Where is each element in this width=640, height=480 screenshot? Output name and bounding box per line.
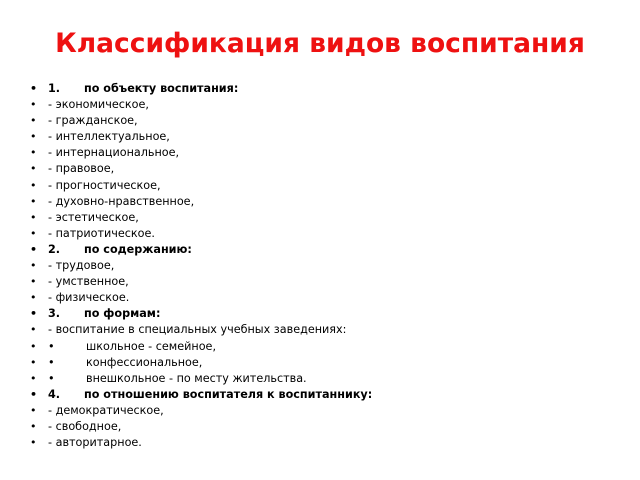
section-heading — [30, 306, 630, 322]
list-item-text: - прогностическое, — [48, 178, 161, 192]
bullet-icon: • — [30, 178, 37, 192]
list-item — [30, 145, 630, 161]
section-heading — [30, 81, 630, 97]
bullet-icon: • — [30, 419, 37, 433]
list-item-text: - интернациональное, — [48, 146, 180, 160]
list-item — [30, 178, 630, 194]
list-item-text: - патриотическое. — [48, 226, 155, 240]
page-title: Классификация видов воспитания — [55, 28, 585, 59]
sub-list-item — [30, 339, 630, 355]
list-item — [30, 129, 630, 145]
sub-list-item — [30, 355, 630, 371]
bullet-icon: • — [30, 259, 37, 273]
bullet-icon: • — [30, 130, 37, 144]
section-heading-text: по формам: — [84, 307, 161, 321]
bullet-icon: • — [30, 114, 37, 128]
bullet-icon: • — [30, 162, 37, 176]
list-item-text: - интеллектуальное, — [48, 130, 170, 144]
section-number: 2. — [48, 242, 61, 256]
section-heading — [30, 242, 630, 258]
bullet-icon: • — [30, 436, 37, 450]
list-item — [30, 97, 630, 113]
bullet-icon: • — [30, 371, 37, 385]
list-item-text: - эстетическое, — [48, 210, 139, 224]
bullet-icon: • — [30, 291, 37, 305]
list-item — [30, 113, 630, 129]
sub-bullet-icon: • — [48, 371, 55, 385]
list-item — [30, 274, 630, 290]
list-item — [30, 258, 630, 274]
section-number: 3. — [48, 307, 61, 321]
list-item-text: - демократическое, — [48, 403, 164, 417]
bullet-icon: • — [30, 194, 37, 208]
bullet-icon: • — [30, 146, 37, 160]
list-item-text: - физическое. — [48, 291, 130, 305]
section-heading-text: по отношению воспитателя к воспитаннику: — [84, 387, 373, 401]
sub-bullet-icon: • — [48, 355, 55, 369]
bullet-icon: • — [30, 355, 37, 369]
list-item — [30, 435, 630, 451]
section-heading — [30, 387, 630, 403]
classification-list — [30, 81, 630, 451]
sub-list-item — [30, 371, 630, 387]
bullet-icon: • — [30, 82, 38, 95]
section-number: 1. — [48, 82, 61, 95]
list-item — [30, 419, 630, 435]
bullet-icon: • — [30, 307, 38, 321]
list-item-text: - экономическое, — [48, 98, 149, 112]
list-item-text: школьное - семейное, — [86, 339, 217, 353]
list-item — [30, 403, 630, 419]
list-item-text: - свободное, — [48, 419, 122, 433]
bullet-icon: • — [30, 242, 38, 256]
section-number: 4. — [48, 387, 61, 401]
list-item-text: - воспитание в специальных учебных заведениях: — [48, 323, 347, 337]
list-item — [30, 194, 630, 210]
list-item-text: конфессиональное, — [86, 355, 203, 369]
list-item-text: - духовно-нравственное, — [48, 194, 195, 208]
list-item-text: - трудовое, — [48, 259, 115, 273]
list-item — [30, 161, 630, 177]
section-heading-text: по содержанию: — [84, 242, 192, 256]
list-item-text: - гражданское, — [48, 114, 138, 128]
bullet-icon: • — [30, 403, 37, 417]
list-item-text: - авторитарное. — [48, 436, 142, 450]
bullet-icon: • — [30, 387, 38, 401]
bullet-icon: • — [30, 210, 37, 224]
list-item-text: - правовое, — [48, 162, 115, 176]
bullet-icon: • — [30, 98, 37, 112]
bullet-icon: • — [30, 275, 37, 289]
list-item-text: внешкольное - по месту жительства. — [86, 371, 307, 385]
sub-bullet-icon: • — [48, 339, 55, 353]
bullet-icon: • — [30, 339, 37, 353]
list-item — [30, 226, 630, 242]
list-item — [30, 210, 630, 226]
bullet-icon: • — [30, 323, 37, 337]
list-item — [30, 322, 630, 338]
section-heading-text: по объекту воспитания: — [84, 82, 239, 95]
list-item — [30, 290, 630, 306]
bullet-icon: • — [30, 226, 37, 240]
list-item-text: - умственное, — [48, 275, 129, 289]
